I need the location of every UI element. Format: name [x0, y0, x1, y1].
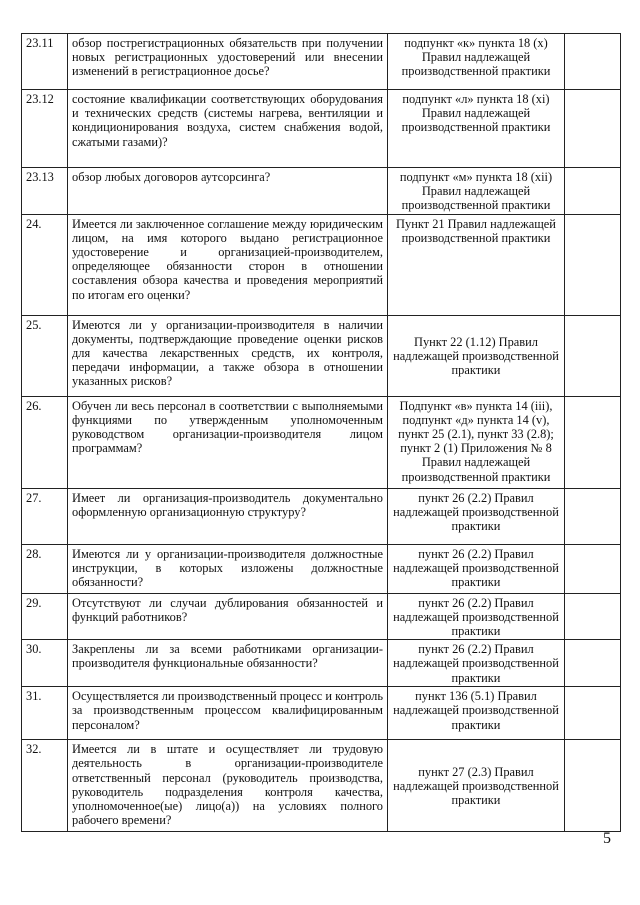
answer-cell: [565, 315, 621, 396]
table-row: [22, 544, 621, 593]
question-cell: Отсутствуют ли случаи дублирования обязанностей и функций работников?: [68, 593, 388, 640]
answer-cell: [565, 740, 621, 832]
row-number: 32.: [22, 740, 68, 832]
reference-cell: пункт 136 (5.1) Правил надлежащей производственной практики: [388, 687, 565, 740]
page-number: 5: [603, 830, 611, 847]
table-row: [22, 640, 621, 687]
table-row: [22, 90, 621, 168]
table-row: [22, 488, 621, 544]
row-number: 30.: [22, 640, 68, 687]
question-cell: обзор любых договоров аутсорсинга?: [68, 168, 388, 215]
row-number: 23.12: [22, 90, 68, 168]
row-number: 27.: [22, 488, 68, 544]
answer-cell: [565, 90, 621, 168]
question-cell: Имеются ли у организации-производителя в наличии документы, подтверждающие проведение оценки рисков для качества лекарственных средств, их контроля, передачи информации, а также обзора в отношении указанных рисков?: [68, 315, 388, 396]
row-number: 31.: [22, 687, 68, 740]
reference-cell: пункт 26 (2.2) Правил надлежащей производственной практики: [388, 544, 565, 593]
reference-cell: пункт 27 (2.3) Правил надлежащей производственной практики: [388, 740, 565, 832]
reference-cell: подпункт «л» пункта 18 (xi) Правил надлежащей производственной практики: [388, 90, 565, 168]
row-number: 29.: [22, 593, 68, 640]
table-row: [22, 34, 621, 90]
question-cell: Осуществляется ли производственный процесс и контроль за производственным процессом квалифицированным персоналом?: [68, 687, 388, 740]
answer-cell: [565, 488, 621, 544]
reference-cell: подпункт «м» пункта 18 (xii) Правил надлежащей производственной практики: [388, 168, 565, 215]
row-number: 28.: [22, 544, 68, 593]
row-number: 23.11: [22, 34, 68, 90]
table-row: [22, 687, 621, 740]
answer-cell: [565, 687, 621, 740]
answer-cell: [565, 640, 621, 687]
reference-cell: подпункт «к» пункта 18 (x) Правил надлежащей производственной практики: [388, 34, 565, 90]
question-cell: обзор пострегистрационных обязательств при получении новых регистрационных удостоверений или внесении изменений в регистрационное досье?: [68, 34, 388, 90]
table-row: [22, 315, 621, 396]
question-cell: Обучен ли весь персонал в соответствии с выполняемыми функциями по утвержденным уполномоченным руководством организации-производителя лицом программам?: [68, 396, 388, 488]
question-cell: Имеется ли в штате и осуществляет ли трудовую деятельность в организации-производителе ответственный персонал (руководитель производства, руководитель подразделения контроля качества, уполномоченное(ые) лицо(а)) на условиях полного рабочего времени?: [68, 740, 388, 832]
question-cell: Имеются ли у организации-производителя должностные инструкции, в которых изложены должностные обязанности?: [68, 544, 388, 593]
table-row: [22, 214, 621, 315]
answer-cell: [565, 396, 621, 488]
question-cell: Имеет ли организация-производитель документально оформленную организационную структуру?: [68, 488, 388, 544]
row-number: 24.: [22, 214, 68, 315]
reference-cell: Пункт 21 Правил надлежащей производственной практики: [388, 214, 565, 315]
table-row: [22, 396, 621, 488]
answer-cell: [565, 168, 621, 215]
answer-cell: [565, 34, 621, 90]
reference-cell: Подпункт «в» пункта 14 (iii), подпункт «д» пункта 14 (v), пункт 25 (2.1), пункт 33 (2.8); пункт 2 (1) Приложения № 8 Правил надлежащей производственной практики: [388, 396, 565, 488]
table-row: [22, 740, 621, 832]
answer-cell: [565, 593, 621, 640]
question-cell: Имеется ли заключенное соглашение между юридическим лицом, на имя которого выдано регистрационное удостоверение и организацией-производителем, определяющее обязанности сторон в отношении составления обзора качества и проведения мероприятий по итогам его оценки?: [68, 214, 388, 315]
checklist-table: [21, 33, 621, 832]
question-cell: Закреплены ли за всеми работниками организации-производителя функциональные обязанности?: [68, 640, 388, 687]
reference-cell: пункт 26 (2.2) Правил надлежащей производственной практики: [388, 488, 565, 544]
table-row: [22, 168, 621, 215]
question-cell: состояние квалификации соответствующих оборудования и технических средств (системы нагрева, вентиляции и кондиционирования воздуха, систем снабжения водой, сжатыми газами)?: [68, 90, 388, 168]
reference-cell: пункт 26 (2.2) Правил надлежащей производственной практики: [388, 640, 565, 687]
row-number: 26.: [22, 396, 68, 488]
reference-cell: пункт 26 (2.2) Правил надлежащей производственной практики: [388, 593, 565, 640]
row-number: 25.: [22, 315, 68, 396]
answer-cell: [565, 214, 621, 315]
row-number: 23.13: [22, 168, 68, 215]
table-row: [22, 593, 621, 640]
answer-cell: [565, 544, 621, 593]
reference-cell: Пункт 22 (1.12) Правил надлежащей производственной практики: [388, 315, 565, 396]
